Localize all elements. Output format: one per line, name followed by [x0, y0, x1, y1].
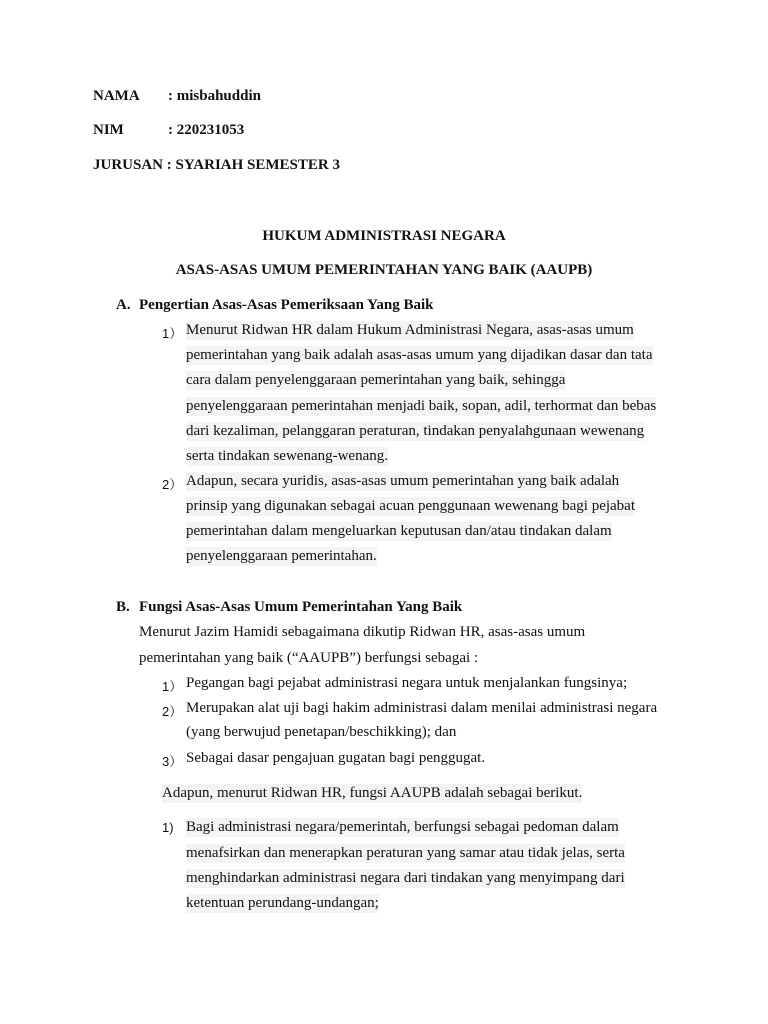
title-line-2: ASAS-ASAS UMUM PEMERINTAHAN YANG BAIK (AAUPB) — [175, 262, 593, 278]
list-item-line: cara dalam penyelenggaraan pemerintahan yang baik, sehingga — [186, 372, 566, 388]
section-b-intro-line: Menurut Jazim Hamidi sebagaimana dikutip Ridwan HR, asas-asas umum — [139, 624, 586, 640]
jurusan-line: JURUSAN : SYARIAH SEMESTER 3 — [93, 157, 340, 173]
nim-label: NIM — [93, 122, 124, 138]
list-item-line: penyelenggaraan pemerintahan menjadi baik, sopan, adil, terhormat dan bebas — [186, 398, 657, 414]
list-item-line: prinsip yang digunakan sebagai acuan penggunaan wewenang bagi pejabat — [186, 498, 636, 514]
list-item-line: Merupakan alat uji bagi hakim administrasi dalam menilai administrasi negara — [186, 700, 658, 716]
nama-value: : misbahuddin — [168, 88, 261, 104]
list-item-line: serta tindakan sewenang-wenang. — [186, 448, 389, 464]
nama-label: NAMA — [93, 88, 140, 104]
section-b-intro-line: pemerintahan yang baik (“AAUPB”) berfungsi sebagai : — [139, 650, 479, 666]
section-a-heading: Pengertian Asas-Asas Pemeriksaan Yang Baik — [139, 297, 434, 313]
list-item-line: Sebagai dasar pengajuan gugatan bagi penggugat. — [186, 750, 486, 766]
list-item-line: menafsirkan dan menerapkan peraturan yang samar atau tidak jelas, serta — [186, 845, 625, 861]
list-number: 2） — [162, 704, 183, 719]
section-b-letter: B. — [116, 599, 130, 615]
section-a-letter: A. — [116, 297, 131, 313]
list-item-line: Menurut Ridwan HR dalam Hukum Administrasi Negara, asas-asas umum — [186, 322, 634, 338]
section-b-paragraph: Adapun, menurut Ridwan HR, fungsi AAUPB adalah sebagai berikut. — [162, 785, 583, 801]
list-item-line: ketentuan perundang-undangan; — [186, 895, 379, 911]
list-number: 3） — [162, 754, 183, 769]
list-number: 2） — [162, 477, 183, 492]
list-item-line: pemerintahan yang baik adalah asas-asas umum yang dijadikan dasar dan tata — [186, 347, 653, 363]
list-number: 1) — [162, 820, 174, 835]
list-item-line: Adapun, secara yuridis, asas-asas umum pemerintahan yang baik adalah — [186, 473, 620, 489]
list-item-line: Bagi administrasi negara/pemerintah, berfungsi sebagai pedoman dalam — [186, 819, 619, 835]
section-b-heading: Fungsi Asas-Asas Umum Pemerintahan Yang Baik — [139, 599, 463, 615]
nim-value: : 220231053 — [168, 122, 245, 138]
list-item-line: menghindarkan administrasi negara dari tindakan yang menyimpang dari — [186, 870, 625, 886]
list-item-line: dari kezaliman, pelanggaran peraturan, tindakan penyalahgunaan wewenang — [186, 423, 645, 439]
list-item-line: (yang berwujud penetapan/beschikking); dan — [186, 724, 457, 740]
list-item-line: penyelenggaraan pemerintahan. — [186, 548, 377, 564]
title-line-1: HUKUM ADMINISTRASI NEGARA — [262, 228, 506, 244]
list-number: 1） — [162, 326, 183, 341]
list-item-line: Pegangan bagi pejabat administrasi negara untuk menjalankan fungsinya; — [186, 675, 628, 691]
list-item-line: pemerintahan dalam mengeluarkan keputusan dan/atau tindakan dalam — [186, 523, 612, 539]
list-number: 1） — [162, 679, 183, 694]
